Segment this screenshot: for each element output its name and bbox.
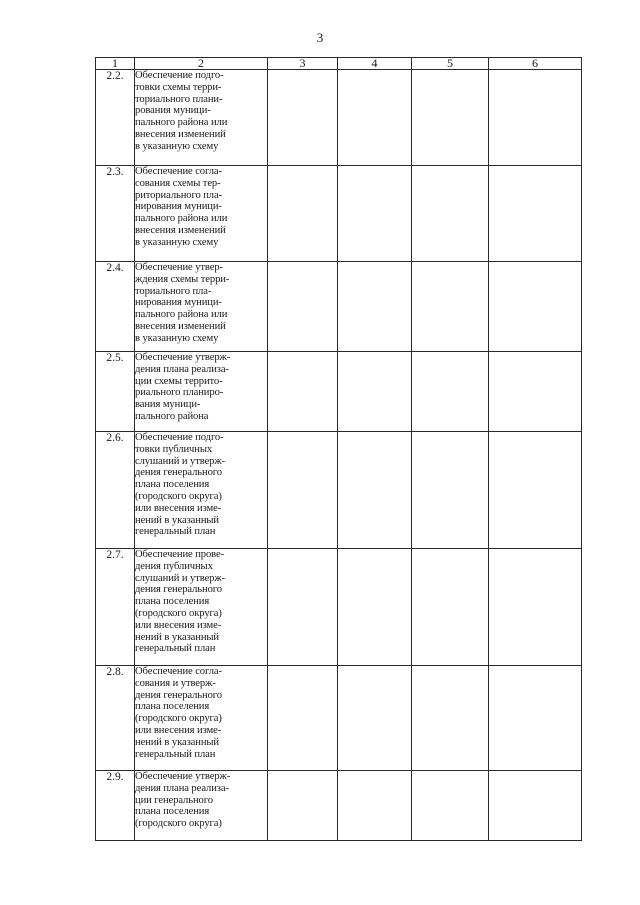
header-cell-1: 1 — [96, 58, 135, 70]
empty-cell-col-5 — [412, 432, 489, 549]
description-line: товки схемы терри- — [135, 81, 222, 93]
empty-cell-col-3 — [268, 262, 338, 352]
table-row — [96, 432, 582, 549]
empty-cell-col-5 — [412, 771, 489, 841]
description-line: пального района или — [135, 213, 228, 225]
description-line: нирования муници- — [135, 297, 222, 309]
description-line: в указанную схему — [135, 236, 219, 248]
empty-cell-col-6 — [489, 666, 582, 771]
empty-cell-col-4 — [338, 262, 412, 352]
row-description-cell — [135, 771, 268, 841]
header-cell-4: 4 — [338, 58, 412, 70]
empty-cell-col-4 — [338, 771, 412, 841]
empty-cell-col-5 — [412, 549, 489, 666]
description-line: внесения изменений — [135, 224, 226, 236]
row-number-cell: 2.7. — [96, 549, 135, 666]
header-row — [96, 58, 582, 70]
description-line: (городского округа) — [135, 818, 222, 830]
table-row — [96, 352, 582, 432]
description-line: или внесения изме- — [135, 724, 222, 736]
header-cell-5: 5 — [412, 58, 489, 70]
description-line: генеральный план — [135, 526, 216, 538]
empty-cell-col-6 — [489, 262, 582, 352]
description-line: нений в указанный — [135, 514, 219, 526]
empty-cell-col-3 — [268, 352, 338, 432]
description-line: внесения изменений — [135, 320, 226, 332]
table-row — [96, 771, 582, 841]
description-line: нений в указанный — [135, 631, 219, 643]
empty-cell-col-6 — [489, 70, 582, 166]
empty-cell-col-5 — [412, 262, 489, 352]
empty-cell-col-4 — [338, 432, 412, 549]
row-number-cell: 2.6. — [96, 432, 135, 549]
description-line: рования муници- — [135, 105, 211, 117]
description-line: ции генерального — [135, 794, 213, 806]
description-line: Обеспечение согла- — [135, 166, 222, 177]
description-line: Обеспечение прове- — [135, 549, 225, 560]
row-description-cell — [135, 352, 268, 432]
description-line: Обеспечение согла- — [135, 666, 222, 677]
row-description-cell — [135, 70, 268, 166]
description-line: (городского округа) — [135, 713, 222, 725]
page-number: 3 — [316, 30, 324, 45]
description-line: ториального пла- — [135, 285, 212, 297]
empty-cell-col-6 — [489, 352, 582, 432]
description-line: плана поселения — [135, 806, 210, 818]
description-line: в указанную схему — [135, 140, 219, 152]
row-number-cell: 2.9. — [96, 771, 135, 841]
description-line: генеральный план — [135, 643, 216, 655]
row-number-cell: 2.2. — [96, 70, 135, 166]
empty-cell-col-3 — [268, 771, 338, 841]
empty-cell-col-5 — [412, 352, 489, 432]
description-line: Обеспечение подго- — [135, 432, 224, 443]
description-line: сования и утверж- — [135, 677, 216, 689]
description-line: Обеспечение подго- — [135, 70, 224, 81]
description-line: слушаний и утверж- — [135, 572, 226, 584]
description-line: сования схемы тер- — [135, 177, 221, 189]
table-row — [96, 262, 582, 352]
row-description-cell — [135, 666, 268, 771]
row-description-cell — [135, 262, 268, 352]
description-line: риториального пла- — [135, 189, 223, 201]
description-line: пального района или — [135, 117, 228, 129]
description-line: дения генерального — [135, 584, 222, 596]
header-cell-6: 6 — [489, 58, 582, 70]
empty-cell-col-4 — [338, 166, 412, 262]
empty-cell-col-3 — [268, 432, 338, 549]
description-line: ждения схемы терри- — [135, 273, 230, 285]
description-line: генеральный план — [135, 748, 216, 760]
empty-cell-col-5 — [412, 166, 489, 262]
description-line: Обеспечение утвер- — [135, 262, 223, 273]
description-line: плана поселения — [135, 701, 210, 713]
description-line: дения плана реализа- — [135, 782, 229, 794]
empty-cell-col-5 — [412, 666, 489, 771]
row-number-cell: 2.5. — [96, 352, 135, 432]
table-row — [96, 549, 582, 666]
description-line: пального района или — [135, 309, 228, 321]
empty-cell-col-6 — [489, 166, 582, 262]
header-cell-3: 3 — [268, 58, 338, 70]
empty-cell-col-3 — [268, 70, 338, 166]
description-line: или внесения изме- — [135, 502, 222, 514]
empty-cell-col-3 — [268, 666, 338, 771]
description-line: ции схемы террито- — [135, 375, 223, 387]
description-line: дения плана реализа- — [135, 363, 229, 375]
empty-cell-col-3 — [268, 166, 338, 262]
description-line: риального планиро- — [135, 387, 224, 399]
empty-cell-col-6 — [489, 432, 582, 549]
description-line: внесения изменений — [135, 128, 226, 140]
row-number-cell: 2.3. — [96, 166, 135, 262]
row-description-cell — [135, 549, 268, 666]
description-line: (городского округа) — [135, 490, 222, 502]
description-line: в указанную схему — [135, 332, 219, 344]
description-line: плана поселения — [135, 596, 210, 608]
empty-cell-col-4 — [338, 70, 412, 166]
description-line: нирования муници- — [135, 201, 222, 213]
plan-table-body — [96, 70, 582, 841]
description-line: Обеспечение утверж- — [135, 352, 231, 363]
description-line: дения публичных — [135, 560, 213, 572]
description-line: дения генерального — [135, 467, 222, 479]
description-line: дения генерального — [135, 689, 222, 701]
description-line: нений в указанный — [135, 736, 219, 748]
description-line: плана поселения — [135, 479, 210, 491]
description-line: ториального плани- — [135, 93, 223, 105]
description-line: (городского округа) — [135, 607, 222, 619]
description-line: слушаний и утверж- — [135, 455, 226, 467]
description-line: Обеспечение утверж- — [135, 771, 231, 782]
empty-cell-col-4 — [338, 666, 412, 771]
table-row — [96, 70, 582, 166]
table-row — [96, 666, 582, 771]
row-description-cell — [135, 166, 268, 262]
empty-cell-col-3 — [268, 549, 338, 666]
table-row — [96, 166, 582, 262]
empty-cell-col-6 — [489, 549, 582, 666]
description-line: вания муници- — [135, 399, 201, 411]
empty-cell-col-4 — [338, 549, 412, 666]
plan-table — [95, 57, 582, 841]
empty-cell-col-4 — [338, 352, 412, 432]
row-number-cell: 2.8. — [96, 666, 135, 771]
row-number-cell: 2.4. — [96, 262, 135, 352]
description-line: товки публичных — [135, 443, 213, 455]
description-line: или внесения изме- — [135, 619, 222, 631]
empty-cell-col-5 — [412, 70, 489, 166]
description-line: пального района — [135, 410, 209, 422]
header-cell-2: 2 — [135, 58, 268, 70]
row-description-cell — [135, 432, 268, 549]
empty-cell-col-6 — [489, 771, 582, 841]
